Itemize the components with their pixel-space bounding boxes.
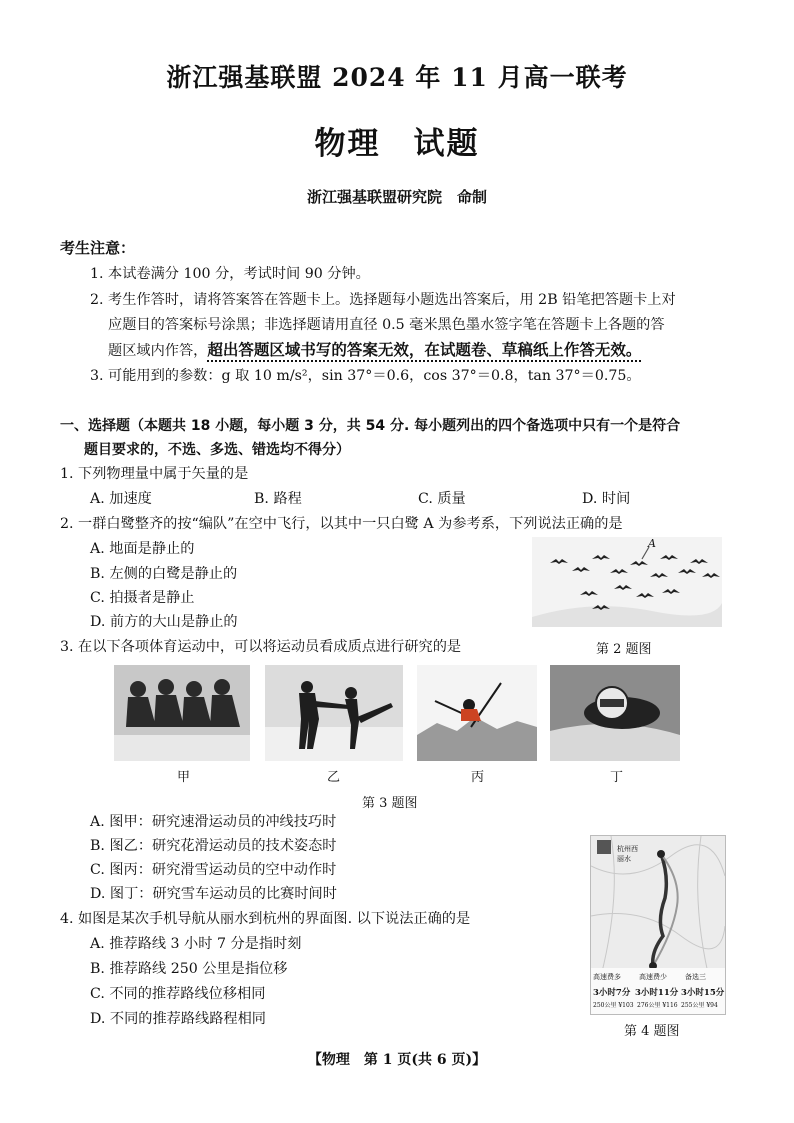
exam-title: 浙江强基联盟 2024 年 11 月高一联考 <box>166 63 628 92</box>
q4-stem: 4. 如图是某次手机导航从丽水到杭州的界面图. 以下说法正确的是 <box>60 911 471 927</box>
notice-item-1: 1. 本试卷满分 100 分，考试时间 90 分钟。 <box>90 266 370 282</box>
section1-line2: 题目要求的，不选、多选、错选均不得分） <box>84 442 350 458</box>
skeleton-sled-illustration <box>550 665 680 761</box>
notice-item-2-line3 <box>108 338 641 363</box>
q3-caption: 第 3 题图 <box>362 796 418 811</box>
route-time-3: 3小时15分 <box>681 988 725 998</box>
q2-stem: 2. 一群白鹭整齐的按“编队”在空中飞行，以其中一只白鹭 A 为参考系，下列说法正确的是 <box>60 516 623 532</box>
q3-option-a: A. 图甲：研究速滑运动员的冲线技巧时 <box>90 814 337 830</box>
route-time-1: 3小时7分 <box>593 988 631 998</box>
map-tag-1: 高速费多 <box>593 973 621 981</box>
q1-option-a: A. 加速度 <box>90 491 152 507</box>
q3-label-ding: 丁 <box>610 770 624 785</box>
section1-line1: 一、选择题（本题共 18 小题，每小题 3 分，共 54 分. 每小题列出的四个备选项中只有一个是符合 <box>60 418 681 434</box>
ski-jumper-illustration <box>417 665 537 761</box>
figure-skaters-illustration <box>265 665 403 761</box>
notice-heading: 考生注意： <box>60 239 136 257</box>
map-top-label-2: 丽水 <box>617 855 631 863</box>
q3-photo-yi <box>265 665 403 761</box>
route-info-3: 255公里 ¥94 <box>681 1002 718 1009</box>
q1-stem: 1. 下列物理量中属于矢量的是 <box>60 466 249 482</box>
q4-option-d: D. 不同的推荐路线路程相同 <box>90 1011 266 1027</box>
q2-bird-label: A <box>648 537 656 550</box>
notice-emphasis: 超出答题区域书写的答案无效，在试题卷、草稿纸上作答无效。 <box>207 341 642 359</box>
q4-map-figure <box>590 835 726 1015</box>
q4-option-c: C. 不同的推荐路线位移相同 <box>90 986 266 1002</box>
q1-option-d: D. 时间 <box>582 491 631 507</box>
q2-egrets-figure <box>532 537 722 627</box>
q3-option-c: C. 图丙：研究滑雪运动员的空中动作时 <box>90 862 337 878</box>
q2-option-b: B. 左侧的白鹭是静止的 <box>90 566 238 582</box>
q2-option-a: A. 地面是静止的 <box>90 541 195 557</box>
q3-option-b: B. 图乙：研究花滑运动员的技术姿态时 <box>90 838 337 854</box>
q4-caption: 第 4 题图 <box>624 1024 680 1039</box>
notice-item-2-line1: 2. 考生作答时，请将答案答在答题卡上。选择题每小题选出答案后，用 2B 铅笔把答题卡上对 <box>90 292 676 308</box>
speed-skaters-illustration <box>114 665 250 761</box>
subject-title: 物理 试题 <box>314 126 480 162</box>
q3-label-yi: 乙 <box>327 770 341 785</box>
q3-label-jia: 甲 <box>177 770 191 785</box>
map-tag-3: 备选三 <box>685 973 706 981</box>
q1-option-c: C. 质量 <box>418 491 466 507</box>
q4-option-a: A. 推荐路线 3 小时 7 分是指时刻 <box>90 936 302 952</box>
route-info-1: 250公里 ¥103 <box>593 1002 634 1009</box>
q2-option-c: C. 拍摄者是静止 <box>90 590 195 606</box>
map-top-label-1: 杭州西 <box>617 845 638 853</box>
q2-caption: 第 2 题图 <box>596 642 652 657</box>
q4-option-b: B. 推荐路线 250 公里是指位移 <box>90 961 288 977</box>
q3-photo-bing <box>417 665 537 761</box>
map-tag-2: 高速费少 <box>639 973 667 981</box>
route-time-2: 3小时11分 <box>635 988 679 998</box>
q3-label-bing: 丙 <box>471 770 485 785</box>
q3-photo-jia <box>114 665 250 761</box>
q1-option-b: B. 路程 <box>254 491 302 507</box>
notice-item-2-line3-plain: 题区域内作答， <box>108 343 208 359</box>
q3-stem: 3. 在以下各项体育运动中，可以将运动员看成质点进行研究的是 <box>60 639 462 655</box>
egrets-illustration <box>532 537 722 627</box>
notice-item-2-line2: 应题目的答案标号涂黑；非选择题请用直径 0.5 毫米黑色墨水签字笔在答题卡上各题的答 <box>108 317 665 333</box>
route-info-2: 276公里 ¥116 <box>637 1002 678 1009</box>
notice-item-3: 3. 可能用到的参数：g 取 10 m/s²，sin 37°＝0.6，cos 37°＝0.8，tan 37°＝0.75。 <box>90 368 641 384</box>
author-line: 浙江强基联盟研究院 命制 <box>306 188 487 206</box>
q3-photo-ding <box>550 665 680 761</box>
q3-option-d: D. 图丁：研究雪车运动员的比赛时间时 <box>90 886 337 902</box>
q2-option-d: D. 前方的大山是静止的 <box>90 614 238 630</box>
page-footer: 【物理 第 1 页(共 6 页)】 <box>307 1052 487 1068</box>
